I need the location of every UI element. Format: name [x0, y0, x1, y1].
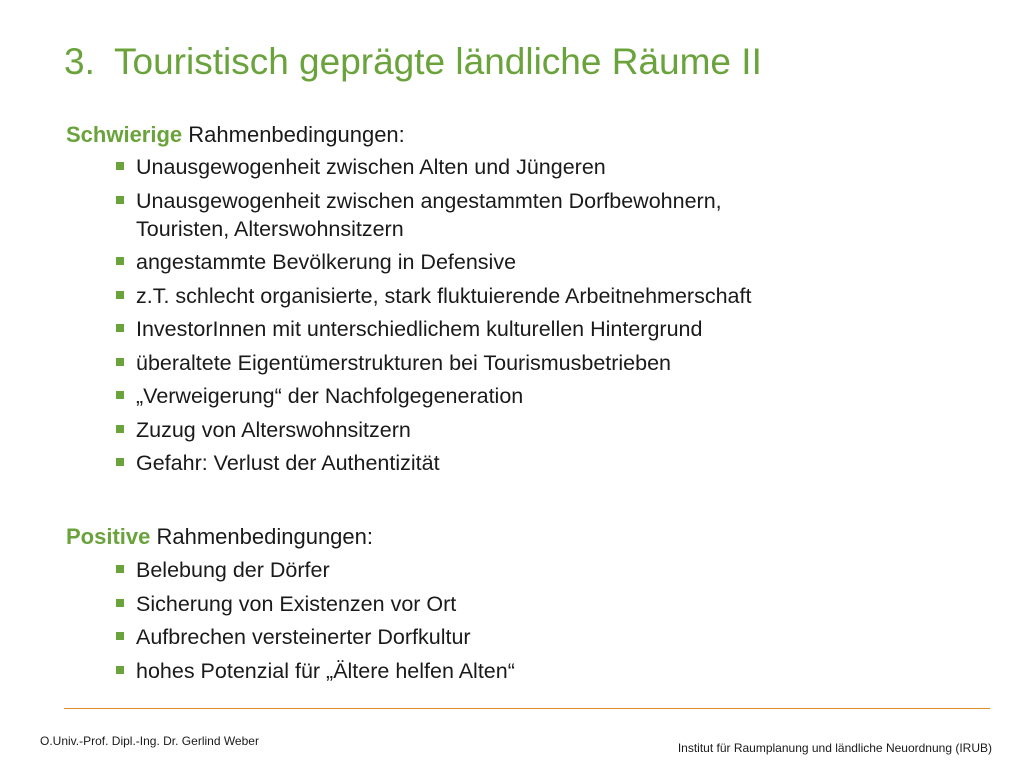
bullet-item [116, 590, 515, 618]
square-bullet-icon [116, 599, 124, 607]
bullet-text: überaltete Eigentümerstrukturen bei Tourismusbetrieben [136, 350, 672, 375]
bullet-item [116, 153, 751, 181]
bullet-list-difficult [116, 153, 751, 483]
bullet-item [116, 315, 751, 343]
bullet-item [116, 382, 751, 410]
bullet-item [116, 556, 515, 584]
square-bullet-icon [116, 162, 124, 170]
bullet-item [116, 623, 515, 651]
square-bullet-icon [116, 196, 124, 204]
square-bullet-icon [116, 565, 124, 573]
bullet-text: Unausgewogenheit zwischen angestammten Dorfbewohnern, Touristen, Alterswohnsitzern [136, 188, 722, 241]
bullet-text: angestammte Bevölkerung in Defensive [136, 250, 517, 274]
bullet-text: „Verweigerung“ der Nachfolgegeneration [136, 384, 524, 408]
bullet-item [116, 449, 751, 477]
bullet-text: Aufbrechen versteinerter Dorfkultur [136, 625, 471, 649]
square-bullet-icon [116, 458, 124, 466]
title-text: Touristisch geprägte ländliche Räume II [114, 41, 762, 82]
section-heading-difficult [66, 121, 405, 149]
square-bullet-icon [116, 257, 124, 265]
square-bullet-icon [116, 666, 124, 674]
section-heading-rest: Rahmenbedingungen: [150, 524, 373, 549]
square-bullet-icon [116, 358, 124, 366]
footer-author: O.Univ.-Prof. Dipl.-Ing. Dr. Gerlind Weber [40, 734, 259, 748]
square-bullet-icon [116, 632, 124, 640]
section-heading-rest: Rahmenbedingungen: [182, 122, 405, 147]
bullet-text: Unausgewogenheit zwischen Alten und Jüngeren [136, 155, 606, 179]
bullet-item [116, 187, 751, 243]
bullet-item [116, 248, 751, 276]
square-bullet-icon [116, 291, 124, 299]
bullet-text: Gefahr: Verlust der Authentizität [136, 451, 440, 475]
section-heading-accent: Positive [66, 524, 151, 549]
bullet-item [116, 657, 515, 685]
bullet-text: hohes Potenzial für „Ältere helfen Alten“ [136, 658, 515, 683]
bullet-item [116, 416, 751, 444]
bullet-list-positive [116, 556, 515, 690]
square-bullet-icon [116, 391, 124, 399]
bullet-text: Belebung der Dörfer [136, 558, 330, 582]
bullet-text: Sicherung von Existenzen vor Ort [136, 591, 457, 616]
bullet-text: InvestorInnen mit unterschiedlichem kulturellen Hintergrund [136, 317, 703, 341]
slide-title [64, 42, 762, 83]
title-number: 3. [64, 41, 95, 82]
bullet-item [116, 282, 751, 310]
section-heading-accent: Schwierige [66, 122, 183, 147]
section-heading-positive [66, 523, 373, 551]
square-bullet-icon [116, 425, 124, 433]
bullet-text: Zuzug von Alterswohnsitzern [136, 417, 411, 442]
bullet-item [116, 349, 751, 377]
footer-institute: Institut für Raumplanung und ländliche Neuordnung (IRUB) [677, 741, 992, 755]
footer-divider [64, 708, 990, 709]
bullet-text: z.T. schlecht organisierte, stark fluktuierende Arbeitnehmerschaft [136, 283, 752, 308]
square-bullet-icon [116, 324, 124, 332]
